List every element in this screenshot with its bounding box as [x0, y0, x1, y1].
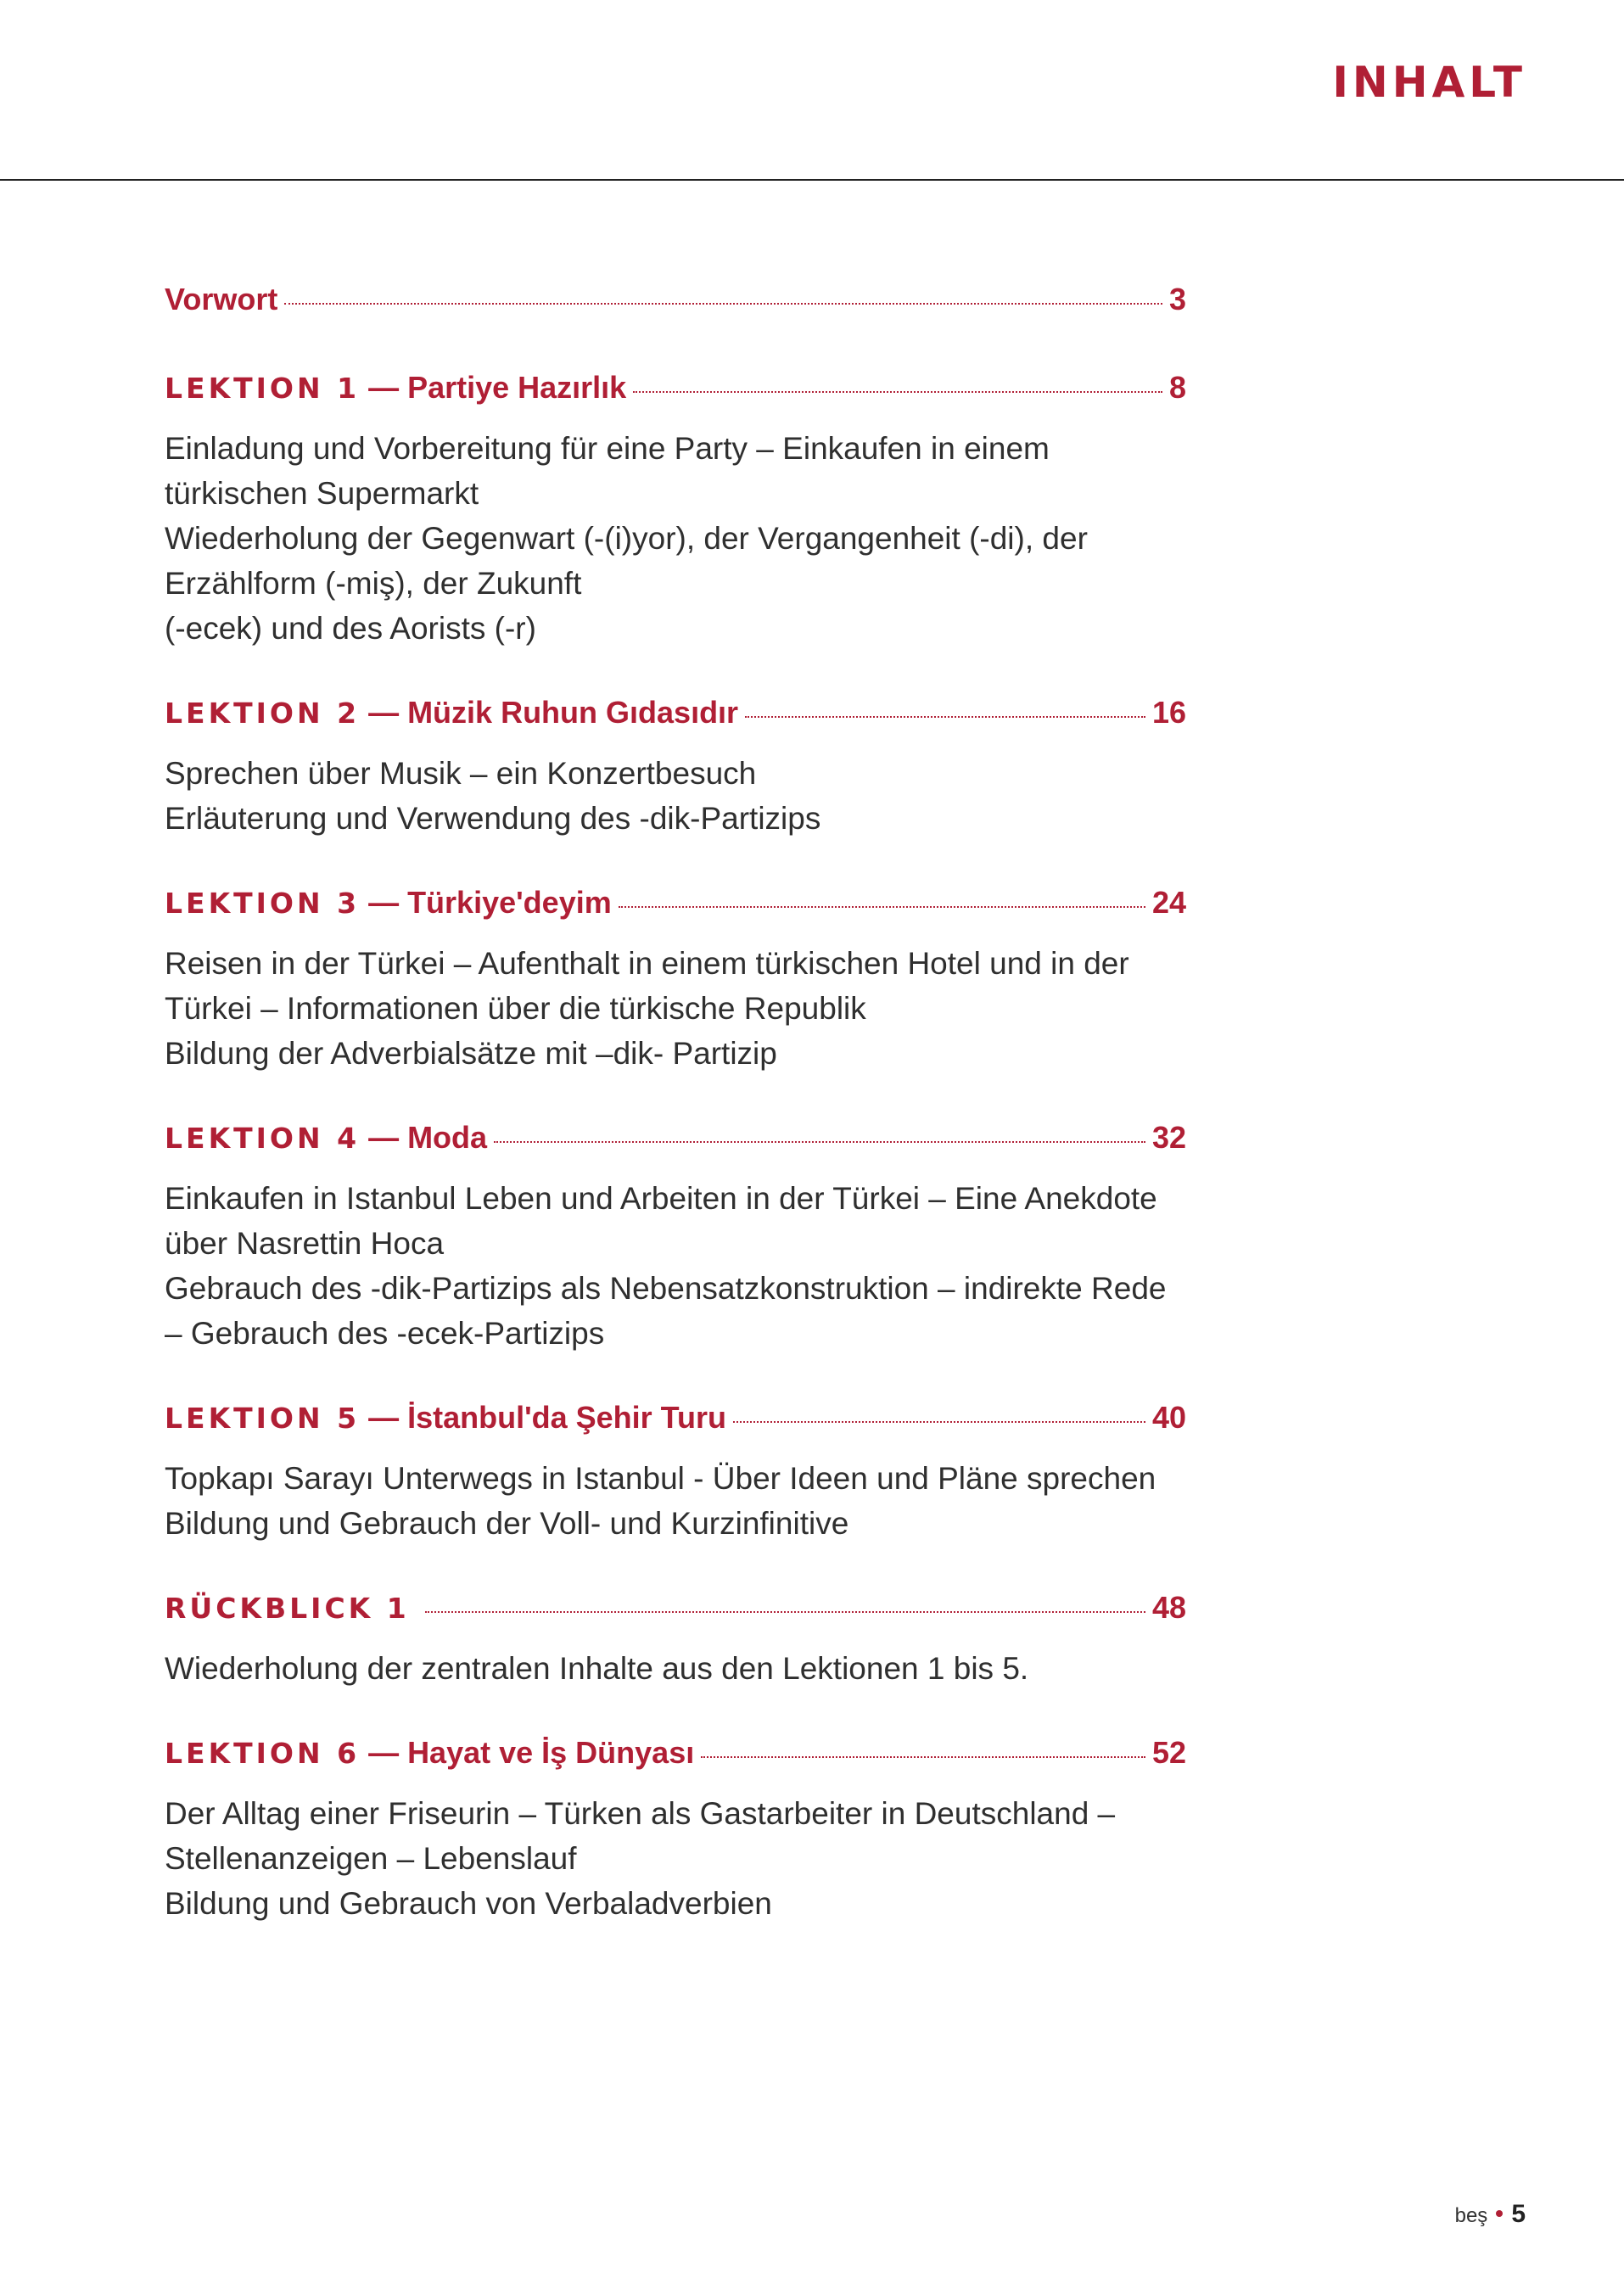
toc-entry-description [165, 941, 1186, 1076]
toc-entry-description [165, 1456, 1186, 1546]
toc-entry-dash: — [368, 885, 400, 920]
description-line: Erzählform (-miş), der Zukunft [165, 566, 582, 601]
toc-entry-description [165, 426, 1186, 651]
toc-entry-heading[interactable] [165, 885, 1186, 929]
toc-entry-description [165, 1176, 1186, 1356]
description-line: – Gebrauch des -ecek-Partizips [165, 1316, 605, 1351]
description-line: Einladung und Vorbereitung für eine Party – Einkaufen in einem [165, 431, 1050, 466]
footer-page-word: beş [1454, 2204, 1488, 2227]
dot-leader [619, 906, 1145, 908]
toc-entry-page-number: 3 [1168, 282, 1186, 316]
toc-entry-label: LEKTION 5 [165, 1402, 361, 1435]
description-line: Gebrauch des -dik-Partizips als Nebensatzkonstruktion – indirekte Rede [165, 1271, 1167, 1306]
description-line: Reisen in der Türkei – Aufenthalt in einem türkischen Hotel und in der [165, 946, 1129, 981]
toc-entry [165, 282, 1186, 326]
description-line: Einkaufen in Istanbul Leben und Arbeiten in der Türkei – Eine Anekdote [165, 1181, 1157, 1216]
table-of-contents [165, 282, 1186, 1970]
toc-entry-description [165, 751, 1186, 841]
description-line: (-ecek) und des Aorists (-r) [165, 611, 536, 646]
toc-entry-page-number: 8 [1168, 370, 1186, 405]
description-line: Wiederholung der Gegenwart (-(i)yor), der Vergangenheit (-di), der [165, 521, 1088, 556]
toc-entry-title: Partiye Hazırlık [407, 370, 627, 405]
dot-leader [425, 1611, 1145, 1613]
description-line: Sprechen über Musik – ein Konzertbesuch [165, 756, 757, 791]
toc-entry-page-number: 52 [1151, 1735, 1186, 1770]
toc-entry [165, 370, 1186, 651]
toc-entry [165, 1120, 1186, 1356]
description-line: Wiederholung der zentralen Inhalte aus den Lektionen 1 bis 5. [165, 1651, 1029, 1686]
toc-entry-heading[interactable] [165, 1735, 1186, 1779]
toc-entry-heading[interactable] [165, 1590, 1186, 1634]
description-line: Bildung der Adverbialsätze mit –dik- Partizip [165, 1036, 777, 1071]
toc-entry-label: LEKTION 4 [165, 1122, 361, 1155]
toc-entry [165, 885, 1186, 1076]
toc-entry-page-number: 40 [1151, 1400, 1186, 1435]
header-divider [0, 179, 1624, 181]
toc-entry-page-number: 32 [1151, 1120, 1186, 1155]
toc-entry-page-number: 48 [1151, 1590, 1186, 1625]
toc-entry-label: LEKTION 3 [165, 887, 361, 920]
dot-leader [633, 391, 1162, 393]
toc-entry-title: Vorwort [165, 282, 278, 316]
toc-entry-title: Müzik Ruhun Gıdasıdır [407, 695, 739, 730]
description-line: Bildung und Gebrauch der Voll- und Kurzinfinitive [165, 1506, 849, 1541]
toc-entry-heading[interactable] [165, 1400, 1186, 1444]
toc-entry-label: LEKTION 2 [165, 697, 361, 730]
footer-bullet-icon [1496, 2210, 1503, 2217]
description-line: Türkei – Informationen über die türkische Republik [165, 991, 866, 1026]
description-line: Bildung und Gebrauch von Verbaladverbien [165, 1886, 772, 1921]
toc-entry [165, 1590, 1186, 1691]
toc-entry-dash: — [368, 1735, 400, 1770]
description-line: Der Alltag einer Friseurin – Türken als Gastarbeiter in Deutschland – [165, 1796, 1116, 1831]
toc-entry-label: LEKTION 1 [165, 372, 361, 405]
toc-entry-heading[interactable] [165, 695, 1186, 739]
description-line: Stellenanzeigen – Lebenslauf [165, 1841, 577, 1876]
toc-entry-heading[interactable] [165, 282, 1186, 326]
dot-leader [733, 1421, 1145, 1423]
dot-leader [701, 1756, 1145, 1758]
toc-entry-dash: — [368, 1400, 400, 1435]
toc-entry-description [165, 1791, 1186, 1926]
dot-leader [494, 1141, 1145, 1143]
description-line: über Nasrettin Hoca [165, 1226, 445, 1261]
footer-page-number: 5 [1511, 2200, 1526, 2228]
toc-entry-heading[interactable] [165, 370, 1186, 414]
dot-leader [745, 716, 1145, 718]
toc-entry-title: Türkiye'deyim [407, 885, 612, 920]
page-footer [1455, 2200, 1526, 2229]
toc-entry-label: RÜCKBLICK 1 [165, 1592, 410, 1625]
toc-entry-heading[interactable] [165, 1120, 1186, 1164]
description-line: Erläuterung und Verwendung des -dik-Partizips [165, 801, 821, 836]
toc-entry-description [165, 1646, 1186, 1691]
toc-entry-page-number: 24 [1151, 885, 1186, 920]
description-line: Topkapı Sarayı Unterwegs in Istanbul - Über Ideen und Pläne sprechen [165, 1461, 1156, 1496]
toc-entry-dash: — [368, 370, 400, 405]
dot-leader [284, 303, 1162, 305]
toc-entry [165, 1400, 1186, 1546]
toc-entry-dash: — [368, 1120, 400, 1155]
toc-entry-title: İstanbul'da Şehir Turu [407, 1400, 726, 1435]
toc-entry-dash: — [368, 695, 400, 730]
page-title: INHALT [1332, 58, 1526, 107]
toc-entry [165, 1735, 1186, 1926]
description-line: türkischen Supermarkt [165, 476, 479, 511]
toc-entry [165, 695, 1186, 841]
toc-entry-label: LEKTION 6 [165, 1737, 361, 1770]
toc-entry-title: Hayat ve İş Dünyası [407, 1735, 695, 1770]
toc-entry-page-number: 16 [1151, 695, 1186, 730]
toc-entry-title: Moda [407, 1120, 488, 1155]
